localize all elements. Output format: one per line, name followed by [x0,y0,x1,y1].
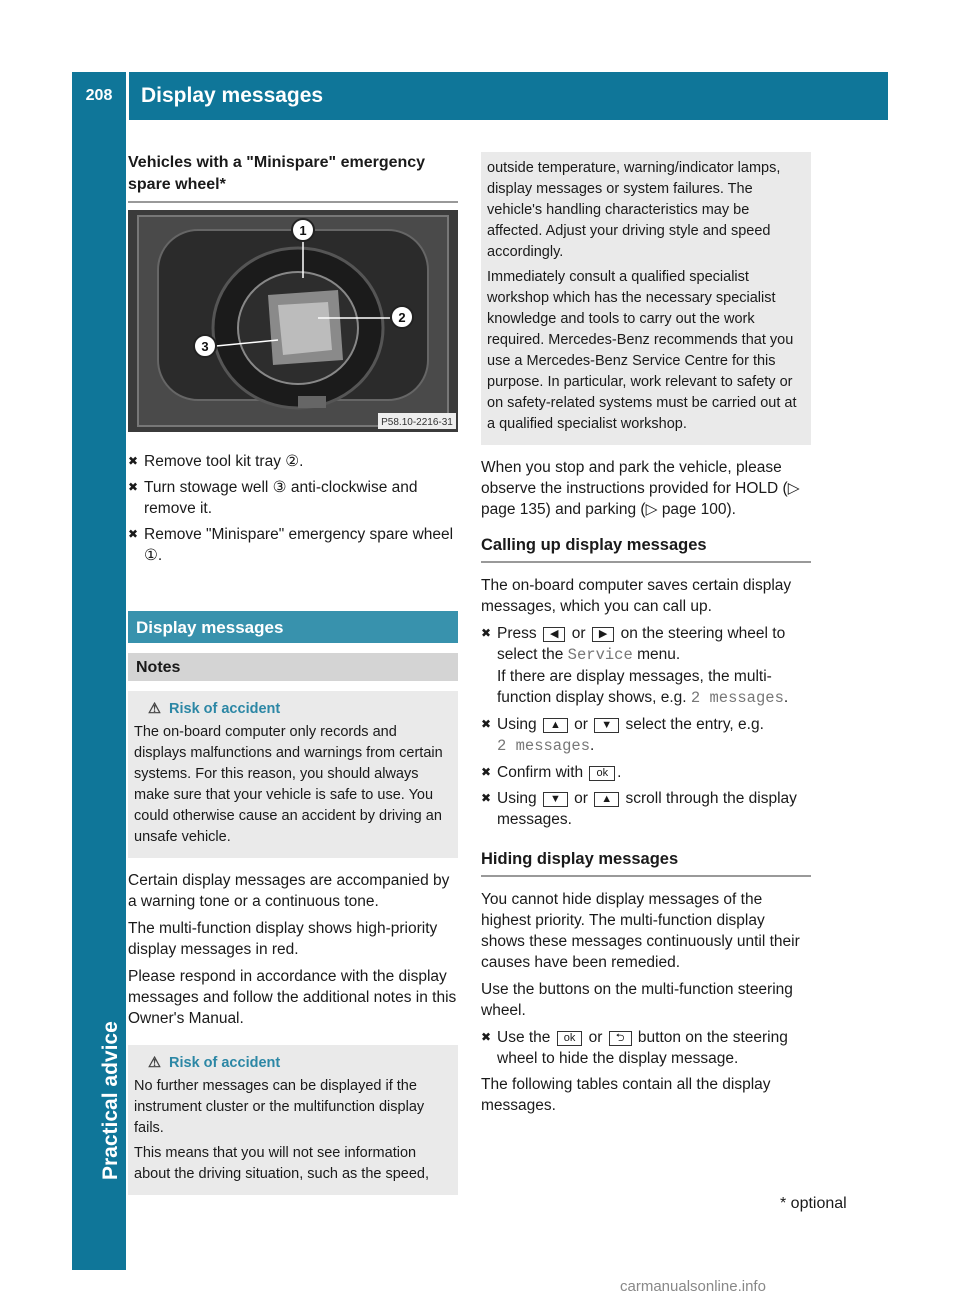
figure-code: P58.10-2216-31 [381,417,453,428]
watermark: carmanualsonline.info [620,1278,766,1295]
left-button-icon: ◀ [543,627,565,642]
heading-hiding: Hiding display messages [481,848,811,877]
page-number: 208 [85,87,113,104]
svg-text:2: 2 [398,310,406,325]
left-column [128,152,458,209]
arrow-icon: ✖ [481,1030,492,1044]
warning-triangle-icon: ⚠ [148,1055,161,1071]
section-title-display-messages: Display messages [128,611,458,643]
down-button-icon: ▼ [594,718,619,733]
arrow-icon: ✖ [481,791,492,805]
warning-title: Risk of accident [169,701,281,717]
footer-note: * optional [780,1195,847,1212]
paragraph: The following tables contain all the display messages. [481,1076,771,1114]
paragraph: You cannot hide display messages of the highest priority. The multi-function display shows these messages continuously until their causes have been remedied. [481,891,800,971]
warning-text: The on-board computer only records and displays malfunctions and warnings from certain systems. For this reason, you should always make sure that your vehicle is safe to use. You could otherwise cause an accident by driving an unsafe vehicle. [134,724,443,845]
list-item: ✖ Press ◀ or ▶ on the steering wheel to select the Service menu. If there are display messages, the multi-function display shows, e.g. 2 messages. [481,625,789,707]
back-button-icon: ⮌ [609,1031,632,1046]
warning-title: Risk of accident [169,1055,281,1071]
list-item: ✖ Using ▲ or ▼ select the entry, e.g. 2 messages. [481,716,764,755]
warning-triangle-icon: ⚠ [148,701,161,717]
page-title: Display messages [141,84,324,107]
paragraph: The on-board computer saves certain display messages, which you can call up. [481,577,792,615]
down-button-icon: ▼ [543,792,568,807]
warning-text: Immediately consult a qualified specialist workshop which has the necessary specialist knowledge and tools to carry out the work required. Mercedes-Benz recommends that you use a Mercedes-Benz Service Centre for this purpose. In particular, work relevant to safety or on safety-related systems must be carried out at a qualified specialist workshop. [487,269,797,432]
paragraph: When you stop and park the vehicle, please observe the instructions provided for HOLD (▷ page 135) and parking (▷ page 100). [481,459,800,518]
warning-text: No further messages can be displayed if the instrument cluster or the multifunction display fails. [134,1078,425,1136]
right-button-icon: ▶ [592,627,614,642]
arrow-icon: ✖ [128,454,139,468]
paragraph: The multi-function display shows high-priority display messages in red. [128,920,438,958]
spare-wheel-figure [128,210,458,432]
arrow-icon: ✖ [128,480,139,494]
ok-button-icon: ok [589,766,615,781]
notes-title: Notes [128,653,458,681]
up-button-icon: ▲ [594,792,619,807]
up-button-icon: ▲ [543,718,568,733]
side-tab-label: Practical advice [99,1021,122,1180]
warning-text: This means that you will not see information about the driving situation, such as the speed, [134,1145,430,1182]
list-item: ✖ Remove tool kit tray ②. [128,453,304,470]
warning-box-2 [128,1045,458,1195]
paragraph: Use the buttons on the multi-function steering wheel. [481,981,793,1019]
list-item: ✖ Use the ok or ⮌ button on the steering wheel to hide the display message. [481,1029,788,1067]
paragraph: Certain display messages are accompanied by a warning tone or a continuous tone. [128,872,450,910]
arrow-icon: ✖ [481,626,492,640]
heading-calling-up: Calling up display messages [481,534,811,563]
right-column [481,152,811,1122]
svg-text:3: 3 [201,339,209,354]
arrow-icon: ✖ [481,717,492,731]
arrow-icon: ✖ [128,527,139,541]
warning-box-1 [128,691,458,858]
left-column-body [128,451,458,1207]
spare-wheel-illustration [128,210,458,432]
list-item: ✖ Using ▼ or ▲ scroll through the display messages. [481,790,797,828]
warning-box-continued [481,152,811,445]
header-divider [126,72,129,120]
svg-text:1: 1 [299,223,307,238]
arrow-icon: ✖ [481,765,492,779]
ok-button-icon: ok [557,1031,583,1046]
list-item: ✖ Turn stowage well ③ anti-clockwise and remove it. [128,479,418,517]
paragraph: Please respond in accordance with the display messages and follow the additional notes in this Owner's Manual. [128,968,457,1027]
warning-text: outside temperature, warning/indicator lamps, display messages or system failures. The vehicle's handling characteristics may be affected. Adjust your driving style and speed accordingly. [487,160,781,260]
list-item: ✖ Confirm with ok . [481,764,622,781]
section-heading-minispare: Vehicles with a "Minispare" emergency spare wheel* [128,152,458,203]
list-item: ✖ Remove "Minispare" emergency spare wheel ①. [128,526,454,564]
